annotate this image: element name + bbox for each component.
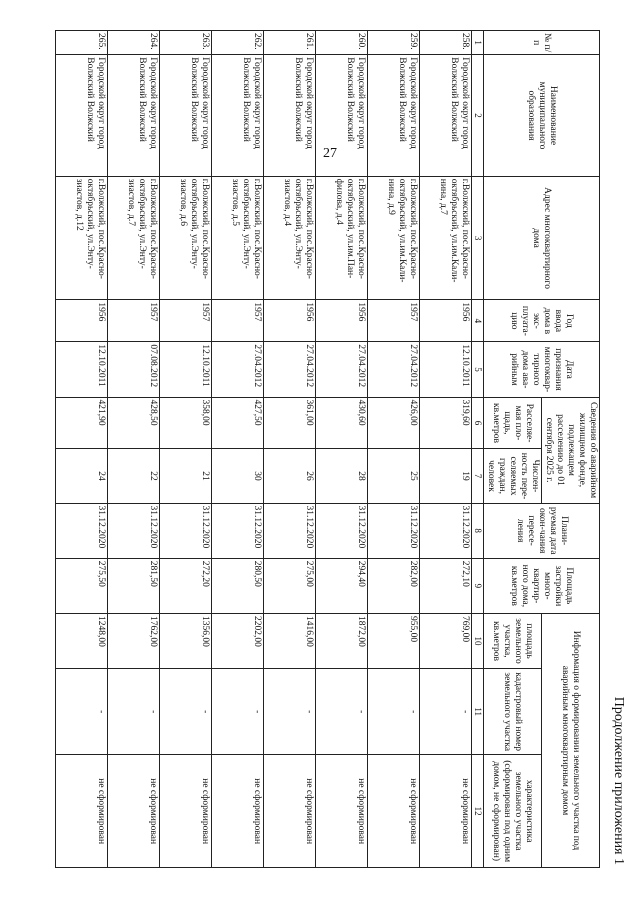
header-num: № п/п bbox=[484, 31, 600, 55]
building-area-cell: 280,50 bbox=[212, 558, 264, 613]
land-status-cell: не сформирован bbox=[316, 755, 368, 868]
municipality-cell: Городской округ город Волжский Волжский bbox=[316, 55, 368, 176]
resettled-area-cell: 421,90 bbox=[56, 397, 108, 449]
cadastral-cell: - bbox=[264, 669, 316, 755]
column-number: 9 bbox=[472, 558, 484, 613]
year-built-cell: 1957 bbox=[368, 300, 420, 342]
resettled-area-cell: 430,60 bbox=[316, 397, 368, 449]
planned-date-cell: 31.12.2020 bbox=[160, 503, 212, 558]
resettled-area-cell: 427,50 bbox=[212, 397, 264, 449]
table-row bbox=[108, 31, 160, 868]
header-municipality: Наименование муниципального образования bbox=[484, 55, 600, 176]
municipality-cell: Городской округ город Волжский Волжский bbox=[108, 55, 160, 176]
resettled-area-cell: 358,00 bbox=[160, 397, 212, 449]
residents-cell: 21 bbox=[160, 449, 212, 503]
table-row bbox=[212, 31, 264, 868]
address-cell: г.Волжский, пос.Красно-октябрьский, ул.им.Пан-филова, д.4 bbox=[316, 176, 368, 300]
land-status-cell: не сформирован bbox=[56, 755, 108, 868]
recognition-date-cell: 27.04.2012 bbox=[316, 342, 368, 397]
recognition-date-cell: 07.08.2012 bbox=[108, 342, 160, 397]
land-status-cell: не сформирован bbox=[264, 755, 316, 868]
header-address: Адрес многоквартирного дома bbox=[484, 176, 600, 300]
year-built-cell: 1957 bbox=[160, 300, 212, 342]
header-resettled-area: Расселяе-мая пло-щадь, кв.метров bbox=[484, 397, 542, 449]
building-area-cell: 275,00 bbox=[264, 558, 316, 613]
residents-cell: 26 bbox=[264, 449, 316, 503]
cadastral-cell: - bbox=[160, 669, 212, 755]
header-emergency-group: Сведения об аварийном жилищном фонде, подлежащем расселению до 01 сентября 2025 г. bbox=[542, 397, 600, 503]
table-row bbox=[160, 31, 212, 868]
header-land-area: площадь земельного участка, кв.метров bbox=[484, 613, 542, 668]
building-area-cell: 275,50 bbox=[56, 558, 108, 613]
table-row bbox=[420, 31, 472, 868]
municipality-cell: Городской округ город Волжский Волжский bbox=[56, 55, 108, 176]
land-area-cell: 769,00 bbox=[420, 613, 472, 668]
header-residents: Числен-ность пере-селяемых граждан, человек bbox=[484, 449, 542, 503]
row-number: 262. bbox=[212, 31, 264, 55]
year-built-cell: 1957 bbox=[108, 300, 160, 342]
column-number: 10 bbox=[472, 613, 484, 668]
header-recognition-date: Дата признания многоквар-тирного дома ава-рийным bbox=[484, 342, 600, 397]
recognition-date-cell: 27.04.2012 bbox=[368, 342, 420, 397]
row-number: 259. bbox=[368, 31, 420, 55]
municipality-cell: Городской округ город Волжский Волжский bbox=[212, 55, 264, 176]
column-number: 5 bbox=[472, 342, 484, 397]
residents-cell: 28 bbox=[316, 449, 368, 503]
continuation-title: Продолжение приложения 1 bbox=[611, 696, 626, 865]
address-cell: г.Волжский, пос.Красно-октябрьский, ул.им.Кали-нина, д.7 bbox=[420, 176, 472, 300]
land-status-cell: не сформирован bbox=[420, 755, 472, 868]
address-cell: г.Волжский, пос.Красно-октябрьский, ул.Энту-зиастов, д.12 bbox=[56, 176, 108, 300]
land-area-cell: 1416,00 bbox=[264, 613, 316, 668]
year-built-cell: 1956 bbox=[420, 300, 472, 342]
column-number: 6 bbox=[472, 397, 484, 449]
table-row bbox=[316, 31, 368, 868]
column-number: 2 bbox=[472, 55, 484, 176]
building-area-cell: 272,10 bbox=[420, 558, 472, 613]
column-number: 12 bbox=[472, 755, 484, 868]
year-built-cell: 1956 bbox=[264, 300, 316, 342]
column-number: 3 bbox=[472, 176, 484, 300]
address-cell: г.Волжский, пос.Красно-октябрьский, ул.Энту-зиастов, д.6 bbox=[160, 176, 212, 300]
recognition-date-cell: 12.10.2011 bbox=[160, 342, 212, 397]
column-number: 7 bbox=[472, 449, 484, 503]
resettled-area-cell: 426,00 bbox=[368, 397, 420, 449]
address-cell: г.Волжский, пос.Красно-октябрьский, ул.Энту-зиастов, д.4 bbox=[264, 176, 316, 300]
row-number: 261. bbox=[264, 31, 316, 55]
housing-table bbox=[55, 30, 600, 868]
recognition-date-cell: 12.10.2011 bbox=[420, 342, 472, 397]
municipality-cell: Городской округ город Волжский Волжский bbox=[264, 55, 316, 176]
planned-date-cell: 31.12.2020 bbox=[368, 503, 420, 558]
residents-cell: 19 bbox=[420, 449, 472, 503]
cadastral-cell: - bbox=[368, 669, 420, 755]
table-row bbox=[56, 31, 108, 868]
municipality-cell: Городской округ город Волжский Волжский bbox=[420, 55, 472, 176]
recognition-date-cell: 27.04.2012 bbox=[212, 342, 264, 397]
residents-cell: 24 bbox=[56, 449, 108, 503]
cadastral-cell: - bbox=[108, 669, 160, 755]
year-built-cell: 1957 bbox=[212, 300, 264, 342]
row-number: 265. bbox=[56, 31, 108, 55]
column-number: 4 bbox=[472, 300, 484, 342]
municipality-cell: Городской округ город Волжский Волжский bbox=[368, 55, 420, 176]
planned-date-cell: 31.12.2020 bbox=[108, 503, 160, 558]
year-built-cell: 1956 bbox=[316, 300, 368, 342]
row-number: 264. bbox=[108, 31, 160, 55]
header-planned-date: Плани-руемая дата окон-чания пересе-ления bbox=[484, 503, 600, 558]
land-status-cell: не сформирован bbox=[108, 755, 160, 868]
planned-date-cell: 31.12.2020 bbox=[212, 503, 264, 558]
building-area-cell: 281,50 bbox=[108, 558, 160, 613]
table-row bbox=[368, 31, 420, 868]
column-number: 11 bbox=[472, 669, 484, 755]
building-area-cell: 282,00 bbox=[368, 558, 420, 613]
planned-date-cell: 31.12.2020 bbox=[56, 503, 108, 558]
row-number: 260. bbox=[316, 31, 368, 55]
page-number: 27 bbox=[323, 146, 337, 161]
recognition-date-cell: 12.10.2011 bbox=[56, 342, 108, 397]
land-area-cell: 1762,00 bbox=[108, 613, 160, 668]
residents-cell: 25 bbox=[368, 449, 420, 503]
planned-date-cell: 31.12.2020 bbox=[316, 503, 368, 558]
building-area-cell: 272,20 bbox=[160, 558, 212, 613]
resettled-area-cell: 319,60 bbox=[420, 397, 472, 449]
land-area-cell: 2202,00 bbox=[212, 613, 264, 668]
cadastral-cell: - bbox=[212, 669, 264, 755]
residents-cell: 22 bbox=[108, 449, 160, 503]
header-land-characteristic: характеристика земельного участка (сформирован под одним домом, не сформирован) bbox=[484, 755, 542, 868]
land-area-cell: 1872,00 bbox=[316, 613, 368, 668]
land-status-cell: не сформирован bbox=[160, 755, 212, 868]
column-number-row bbox=[472, 31, 484, 868]
table-row bbox=[264, 31, 316, 868]
year-built-cell: 1956 bbox=[56, 300, 108, 342]
column-number: 1 bbox=[472, 31, 484, 55]
table-body bbox=[56, 31, 472, 868]
resettled-area-cell: 428,50 bbox=[108, 397, 160, 449]
column-number: 8 bbox=[472, 503, 484, 558]
cadastral-cell: - bbox=[56, 669, 108, 755]
planned-date-cell: 31.12.2020 bbox=[264, 503, 316, 558]
land-status-cell: не сформирован bbox=[368, 755, 420, 868]
header-land-group: Информация о формировании земельного участка под аварийным многоквартирным домом bbox=[542, 613, 600, 867]
land-area-cell: 1356,00 bbox=[160, 613, 212, 668]
building-area-cell: 294,40 bbox=[316, 558, 368, 613]
address-cell: г.Волжский, пос.Красно-октябрьский, ул.им.Кали-нина, д.9 bbox=[368, 176, 420, 300]
address-cell: г.Волжский, пос.Красно-октябрьский, ул.Энту-зиастов, д.7 bbox=[108, 176, 160, 300]
recognition-date-cell: 27.04.2012 bbox=[264, 342, 316, 397]
resettled-area-cell: 361,00 bbox=[264, 397, 316, 449]
address-cell: г.Волжский, пос.Красно-октябрьский, ул.Энту-зиастов, д.5 bbox=[212, 176, 264, 300]
cadastral-cell: - bbox=[316, 669, 368, 755]
municipality-cell: Городской округ город Волжский Волжский bbox=[160, 55, 212, 176]
land-area-cell: 955,00 bbox=[368, 613, 420, 668]
planned-date-cell: 31.12.2020 bbox=[420, 503, 472, 558]
header-building-area: Площадь застройки много-квартир-ного дома, кв.метров bbox=[484, 558, 600, 613]
header-cadastral: кадастровый номер земельного участка bbox=[484, 669, 542, 755]
cadastral-cell: - bbox=[420, 669, 472, 755]
land-area-cell: 1248,00 bbox=[56, 613, 108, 668]
header-year-built: Год ввода дома в экс-плуата-цию bbox=[484, 300, 600, 342]
row-number: 258. bbox=[420, 31, 472, 55]
residents-cell: 30 bbox=[212, 449, 264, 503]
row-number: 263. bbox=[160, 31, 212, 55]
land-status-cell: не сформирован bbox=[212, 755, 264, 868]
